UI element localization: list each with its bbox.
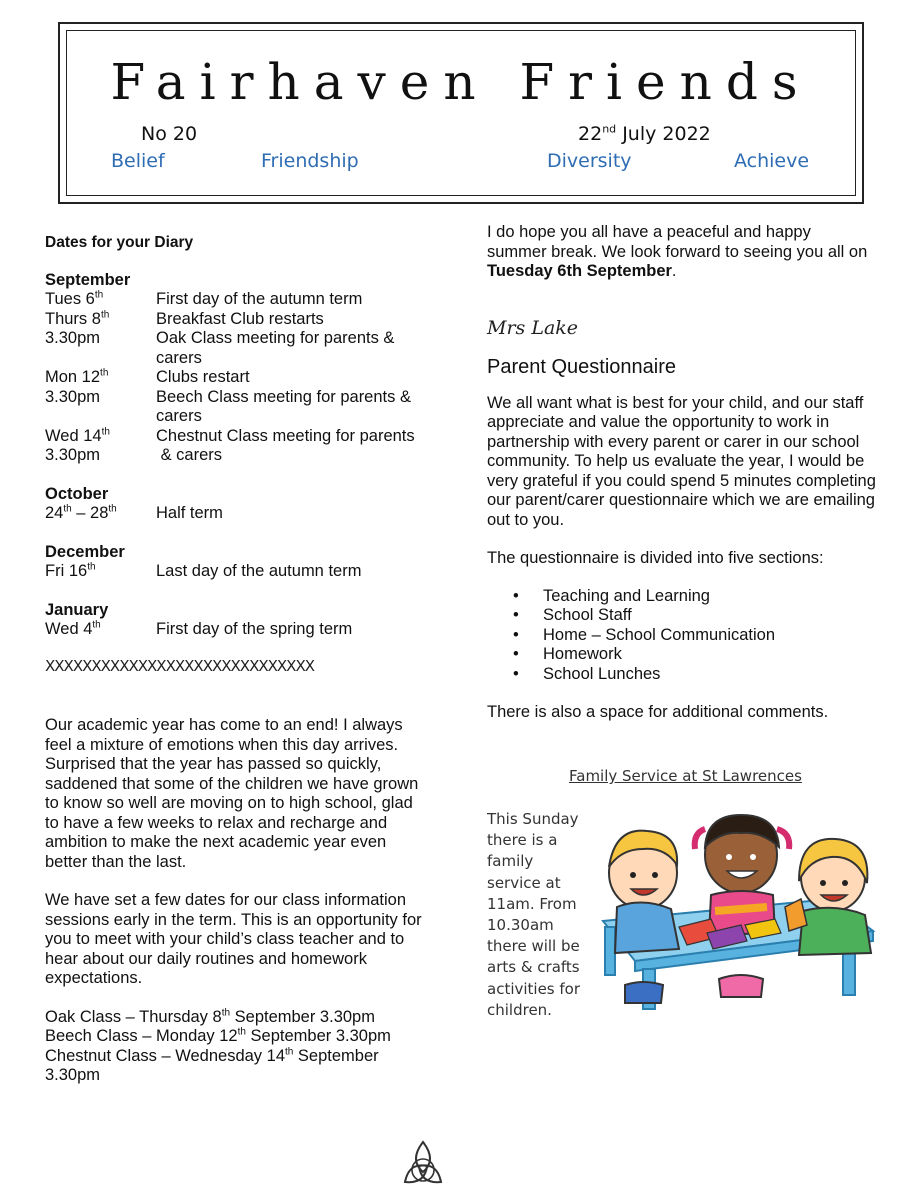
date-suffix: th	[94, 289, 104, 301]
diary-date	[45, 310, 156, 330]
list-item: • Homework	[513, 645, 877, 665]
date-text: Thurs 8	[45, 309, 101, 328]
letter-paragraph: We have set a few dates for our class information sessions early in the term. This is an opportunity for you to meet with your child’s class teacher and to hear about our daily routines and homework expectations.	[45, 891, 422, 987]
diary-row	[45, 388, 425, 427]
issue-date-rest: July 2022	[616, 123, 711, 145]
issue-date-day: 22	[578, 123, 603, 145]
meeting-line	[45, 1008, 425, 1028]
diary-event: First day of the spring term	[156, 620, 353, 638]
date-suffix: th	[92, 619, 101, 631]
date-suffix: th	[87, 561, 96, 573]
trinity-knot-icon	[397, 1138, 449, 1190]
date-text: Wed 14	[45, 426, 102, 445]
meeting-line	[45, 1047, 395, 1086]
issue-date-suffix: nd	[602, 122, 617, 136]
diary-event: Last day of the autumn term	[156, 562, 362, 580]
date-text: Mon 12	[45, 368, 101, 386]
questionnaire-paragraph: We all want what is best for your child, and our staff appreciate and value the opportunity to work in partnership with every parent or carer in our school community. To help us evaluate the year, I would be very grateful if you could spend 5 minutes completing our parent/carer questionnaire which we are emailing out to you.	[487, 393, 876, 529]
family-service-text: This Sunday there is a family service at 11am. From 10.30am there will be arts & crafts activities for children.	[487, 810, 581, 1019]
right-column	[487, 223, 877, 723]
meeting-text: September 3.30pm	[230, 1007, 375, 1026]
issue-number: No 20	[141, 123, 198, 145]
date-text: Wed 4	[45, 620, 93, 638]
diary-event: Breakfast Club restarts	[156, 309, 324, 328]
date-text: Tues 6	[45, 290, 95, 308]
decorative-divider: XXXXXXXXXXXXXXXXXXXXXXXXXXXXX	[45, 656, 315, 675]
diary-date	[45, 504, 156, 524]
newsletter-title: Fairhaven Friends	[110, 53, 812, 111]
left-column	[45, 233, 425, 1086]
diary-row	[45, 620, 425, 640]
month-heading: October	[45, 484, 109, 503]
diary-date: 3.30pm	[45, 329, 101, 347]
diary-event: Half term	[156, 504, 223, 522]
date-suffix: th	[237, 1026, 246, 1038]
value-belief: Belief	[111, 150, 165, 172]
date-text: Fri 16	[45, 562, 88, 580]
date-suffix: th	[285, 1046, 294, 1057]
meeting-text: Oak Class – Thursday 8	[45, 1007, 222, 1026]
list-item: • Teaching and Learning	[513, 587, 877, 607]
questionnaire-paragraph: The questionnaire is divided into five sections:	[487, 549, 824, 567]
date-suffix: th	[63, 503, 72, 515]
closing-text: I do hope you all have a peaceful and happy summer break. We look forward to seeing you all on	[487, 223, 868, 261]
month-heading: September	[45, 270, 131, 289]
diary-heading: Dates for your Diary	[45, 234, 194, 251]
family-service-heading: Family Service at St Lawrences	[569, 767, 802, 785]
list-item: • Home – School Communication	[513, 626, 877, 646]
diary-date	[45, 290, 156, 310]
diary-month-january	[45, 601, 425, 640]
diary-event: Clubs restart	[156, 368, 250, 386]
date-text: – 28	[71, 504, 109, 522]
meeting-text: Beech Class – Monday 12	[45, 1027, 238, 1045]
diary-month-december	[45, 543, 425, 582]
questionnaire-heading: Parent Questionnaire	[487, 356, 677, 378]
diary-date	[45, 427, 156, 447]
masthead-inner-border	[66, 30, 856, 196]
date-suffix: th	[101, 426, 110, 437]
diary-month-october	[45, 485, 425, 524]
diary-event: Beech Class meeting for parents & carers	[156, 387, 411, 425]
meeting-line	[45, 1027, 425, 1047]
letter-paragraph: Our academic year has come to an end! I always feel a mixture of emotions when this day arrives. Surprised that the year has passed so quickly, saddened that some of the children we have grown to know so well are moving on to high school, glad to have a few weeks to relax and recharge and ambition to make the next academic year even better than the last.	[45, 716, 419, 871]
signature: Mrs Lake	[487, 316, 579, 339]
diary-event: First day of the autumn term	[156, 290, 363, 308]
diary-row	[45, 368, 425, 388]
value-friendship: Friendship	[261, 150, 359, 172]
diary-event: & carers	[156, 446, 223, 464]
month-heading: December	[45, 542, 125, 561]
list-item: • School Staff	[513, 606, 877, 626]
children-crafts-illustration	[595, 803, 880, 1013]
diary-date	[45, 620, 156, 640]
list-item: • School Lunches	[513, 665, 877, 685]
questionnaire-paragraph: There is also a space for additional comments.	[487, 703, 829, 721]
diary-date	[45, 562, 156, 582]
date-text: 24	[45, 504, 64, 522]
diary-event: Chestnut Class meeting for parents	[156, 426, 415, 445]
closing-text: .	[671, 262, 677, 280]
value-achieve: Achieve	[734, 150, 810, 172]
diary-date: 3.30pm	[45, 446, 101, 464]
closing-date: Tuesday 6th September	[487, 262, 672, 280]
date-suffix: th	[100, 309, 110, 320]
date-suffix: th	[108, 503, 117, 515]
date-suffix: th	[100, 367, 109, 379]
diary-row	[45, 504, 425, 524]
diary-month-september	[45, 271, 425, 466]
diary-date: 3.30pm	[45, 387, 101, 406]
diary-row	[45, 562, 425, 582]
diary-row	[45, 446, 425, 466]
diary-event: Oak Class meeting for parents & carers	[156, 329, 395, 367]
diary-date	[45, 368, 156, 388]
month-heading: January	[45, 600, 109, 619]
diary-row	[45, 329, 425, 368]
closing-paragraph	[487, 223, 872, 282]
meeting-text: Chestnut Class – Wednesday 14	[45, 1046, 285, 1065]
issue-date	[578, 123, 711, 145]
diary-row	[45, 427, 425, 447]
masthead	[58, 22, 864, 204]
date-suffix: th	[221, 1007, 231, 1018]
diary-row	[45, 290, 425, 310]
value-diversity: Diversity	[547, 150, 632, 172]
diary-row	[45, 310, 425, 330]
meeting-text: September 3.30pm	[45, 1046, 379, 1084]
questionnaire-sections-list	[513, 587, 877, 685]
meeting-text: September 3.30pm	[245, 1027, 391, 1045]
